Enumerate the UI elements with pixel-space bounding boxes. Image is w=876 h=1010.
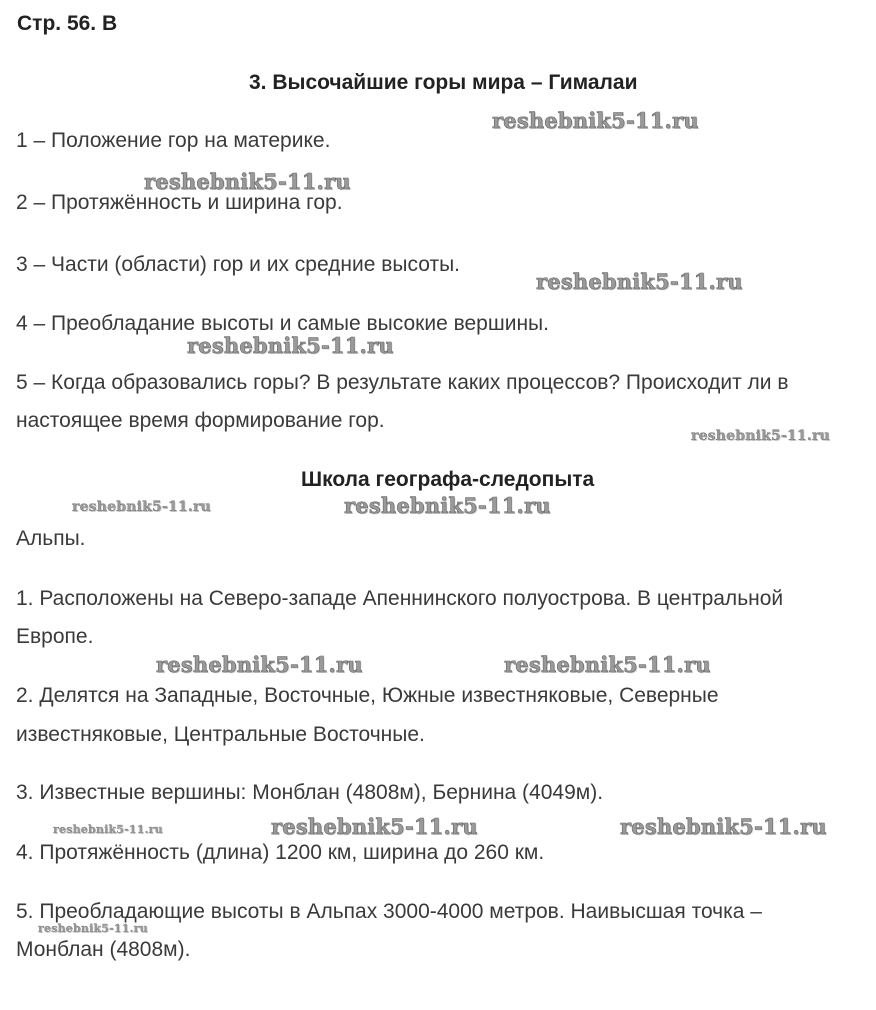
watermark: reshebnik5-11.ru — [271, 814, 478, 839]
watermark: reshebnik5-11.ru — [144, 169, 351, 194]
watermark: reshebnik5-11.ru — [536, 269, 743, 294]
section-title-himalayas: 3. Высочайшие горы мира – Гималаи — [249, 71, 638, 94]
watermark: reshebnik5-11.ru — [492, 108, 699, 133]
page-header: Стр. 56. В — [17, 12, 118, 35]
watermark: reshebnik5-11.ru — [504, 652, 711, 677]
watermark: reshebnik5-11.ru — [691, 428, 830, 444]
himalayas-item-3: 3 – Части (области) гор и их средние высоты. — [16, 253, 461, 276]
section-title-school: Школа географа-следопыта — [301, 468, 595, 491]
watermark: reshebnik5-11.ru — [156, 652, 363, 677]
himalayas-item-5: 5 – Когда образовались горы? В результате каких процессов? Происходит ли в — [16, 371, 789, 394]
alps-item-5-cont: Монблан (4808м). — [16, 938, 191, 961]
watermark: reshebnik5-11.ru — [53, 823, 163, 836]
himalayas-item-2: 2 – Протяжённость и ширина гор. — [16, 191, 343, 214]
watermark: reshebnik5-11.ru — [620, 814, 827, 839]
himalayas-item-1: 1 – Положение гор на материке. — [16, 129, 331, 152]
watermark: reshebnik5-11.ru — [187, 333, 394, 358]
alps-item-1: 1. Расположены на Северо-западе Апеннинского полуострова. В центральной — [16, 587, 784, 610]
alps-subtitle: Альпы. — [16, 527, 86, 550]
himalayas-item-5-cont: настоящее время формирование гор. — [16, 409, 385, 432]
watermark: reshebnik5-11.ru — [38, 922, 148, 935]
alps-item-2: 2. Делятся на Западные, Восточные, Южные известняковые, Северные — [16, 684, 719, 707]
watermark: reshebnik5-11.ru — [72, 499, 211, 515]
alps-item-4: 4. Протяжённость (длина) 1200 км, ширина до 260 км. — [16, 841, 545, 864]
alps-item-2-cont: известняковые, Центральные Восточные. — [16, 723, 425, 746]
alps-item-1-cont: Европе. — [16, 625, 94, 648]
himalayas-item-4: 4 – Преобладание высоты и самые высокие вершины. — [16, 312, 549, 335]
watermark: reshebnik5-11.ru — [344, 493, 551, 518]
alps-item-5: 5. Преобладающие высоты в Альпах 3000-4000 метров. Наивысшая точка – — [16, 900, 762, 923]
alps-item-3: 3. Известные вершины: Монблан (4808м), Бернина (4049м). — [16, 781, 604, 804]
